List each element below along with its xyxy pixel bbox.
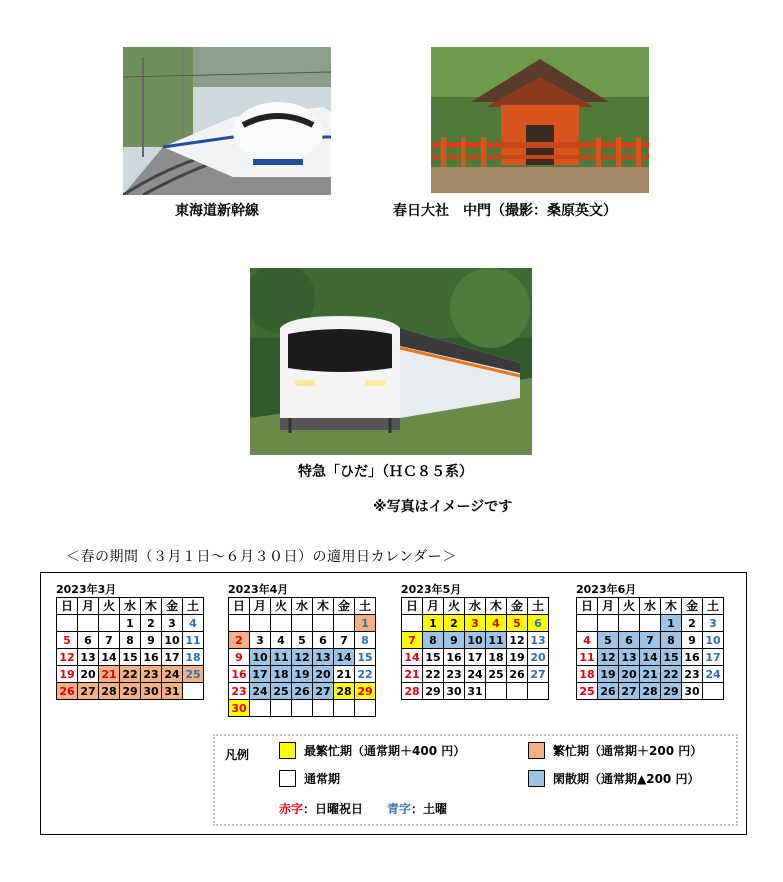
calendar-day: 17 <box>250 666 271 683</box>
calendar-day: 2 <box>141 615 162 632</box>
calendar-day: 22 <box>355 666 376 683</box>
calendar-week-row <box>57 666 204 683</box>
weekday-header: 木 <box>486 598 507 615</box>
legend-normal <box>279 770 340 787</box>
calendar-day: 8 <box>661 632 682 649</box>
month-calendar <box>576 583 724 700</box>
image-note: ※写真はイメージです <box>373 499 513 515</box>
calendar-day: 4 <box>486 615 507 632</box>
calendar-day: 6 <box>78 632 99 649</box>
calendar-day: 5 <box>57 632 78 649</box>
calendar-day: 15 <box>120 649 141 666</box>
calendar-day: 3 <box>162 615 183 632</box>
normal-swatch <box>279 770 296 787</box>
month-calendar <box>228 583 376 717</box>
calendar-day: 3 <box>250 632 271 649</box>
calendar-section-title: ＜春の期間（３月１日～６月３０日）の適用日カレンダー＞ <box>66 549 457 565</box>
calendar-day: 18 <box>486 649 507 666</box>
calendar-day: 12 <box>292 649 313 666</box>
calendar-day: 5 <box>507 615 528 632</box>
calendar-day: 19 <box>57 666 78 683</box>
calendar-day <box>619 615 640 632</box>
calendar-day <box>292 700 313 717</box>
weekday-header: 土 <box>355 598 376 615</box>
weekday-header: 金 <box>507 598 528 615</box>
calendar-day: 4 <box>577 632 598 649</box>
calendar-day: 3 <box>465 615 486 632</box>
calendar-day: 25 <box>183 666 204 683</box>
calendar-table <box>228 597 376 717</box>
calendar-week-row <box>57 649 204 666</box>
peak-swatch <box>279 742 296 759</box>
calendar-day: 29 <box>423 683 444 700</box>
weekday-header: 水 <box>465 598 486 615</box>
calendar-day: 28 <box>402 683 423 700</box>
weekday-header: 日 <box>577 598 598 615</box>
calendar-day: 14 <box>99 649 120 666</box>
shinkansen-caption: 東海道新幹線 <box>175 203 259 219</box>
calendar-day <box>183 683 204 700</box>
month-title: 2023年6月 <box>576 583 637 596</box>
legend-title: 凡例 <box>225 748 250 762</box>
calendar-day <box>577 615 598 632</box>
calendar-day: 21 <box>334 666 355 683</box>
hida-train-photo <box>250 268 532 455</box>
weekday-header: 木 <box>661 598 682 615</box>
calendar-day: 16 <box>444 649 465 666</box>
calendar-week-row <box>57 683 204 700</box>
calendar-day: 25 <box>271 683 292 700</box>
calendar-day: 4 <box>183 615 204 632</box>
calendar-day: 17 <box>465 649 486 666</box>
calendar-day: 13 <box>619 649 640 666</box>
weekday-header: 金 <box>334 598 355 615</box>
calendar-day: 16 <box>229 666 250 683</box>
calendar-week-row <box>577 632 724 649</box>
calendar-day: 16 <box>682 649 703 666</box>
calendar-week-row <box>577 683 724 700</box>
calendar-day: 2 <box>444 615 465 632</box>
calendar-day: 2 <box>229 632 250 649</box>
weekday-header: 土 <box>183 598 204 615</box>
weekday-header: 木 <box>141 598 162 615</box>
calendar-week-row <box>57 632 204 649</box>
calendar-day: 18 <box>271 666 292 683</box>
legend-text-colors <box>279 800 447 817</box>
hida-caption: 特急「ひだ」（ＨＣ８５系） <box>298 464 473 480</box>
calendar-day <box>250 615 271 632</box>
calendar-day: 24 <box>703 666 724 683</box>
calendar-day: 1 <box>423 615 444 632</box>
calendar-day: 25 <box>486 666 507 683</box>
calendar-day <box>78 615 99 632</box>
calendar-day: 19 <box>292 666 313 683</box>
weekday-header: 金 <box>162 598 183 615</box>
calendar-day: 30 <box>444 683 465 700</box>
calendar-day: 6 <box>619 632 640 649</box>
calendar-day: 7 <box>402 632 423 649</box>
calendar-day: 11 <box>577 649 598 666</box>
calendar-day: 2 <box>682 615 703 632</box>
weekday-header: 木 <box>313 598 334 615</box>
calendar-day: 14 <box>334 649 355 666</box>
calendar-day: 17 <box>703 649 724 666</box>
month-title: 2023年4月 <box>228 583 289 596</box>
calendar-day: 16 <box>141 649 162 666</box>
calendar-day: 15 <box>355 649 376 666</box>
shrine-photo <box>431 47 649 193</box>
calendar-day: 30 <box>682 683 703 700</box>
calendar-day: 12 <box>507 632 528 649</box>
calendar-day: 14 <box>640 649 661 666</box>
calendar-day: 8 <box>355 632 376 649</box>
calendar-day <box>313 615 334 632</box>
calendar-day: 20 <box>528 649 549 666</box>
calendar-day: 8 <box>120 632 141 649</box>
calendar-day: 13 <box>313 649 334 666</box>
weekday-header: 月 <box>250 598 271 615</box>
month-calendar <box>401 583 549 700</box>
busy-swatch <box>528 742 545 759</box>
calendar-table <box>576 597 724 700</box>
calendar-day: 26 <box>598 683 619 700</box>
calendar-day: 21 <box>99 666 120 683</box>
calendar-day: 18 <box>183 649 204 666</box>
calendar-day: 13 <box>528 632 549 649</box>
calendar-day: 9 <box>444 632 465 649</box>
weekday-header: 月 <box>598 598 619 615</box>
calendar-day: 5 <box>598 632 619 649</box>
weekday-header: 火 <box>271 598 292 615</box>
calendar-day: 28 <box>99 683 120 700</box>
calendar-day: 15 <box>423 649 444 666</box>
calendar-day: 26 <box>292 683 313 700</box>
calendar-day: 20 <box>78 666 99 683</box>
calendar-day: 22 <box>423 666 444 683</box>
calendar-day: 10 <box>162 632 183 649</box>
calendar-day: 30 <box>229 700 250 717</box>
month-title: 2023年3月 <box>56 583 117 596</box>
calendar-week-row <box>577 666 724 683</box>
calendar-day <box>99 615 120 632</box>
calendar-week-row <box>229 683 376 700</box>
calendar-table <box>56 597 204 700</box>
weekday-header: 月 <box>78 598 99 615</box>
calendar-day: 25 <box>577 683 598 700</box>
legend-box <box>213 734 738 826</box>
calendar-day: 24 <box>250 683 271 700</box>
calendar-day: 9 <box>141 632 162 649</box>
legend-off-label: 閑散期（通常期▲200 円） <box>553 772 700 786</box>
calendar-day <box>229 615 250 632</box>
calendar-day: 11 <box>271 649 292 666</box>
calendar-day: 19 <box>598 666 619 683</box>
calendar-day: 11 <box>183 632 204 649</box>
calendar-day <box>271 615 292 632</box>
calendar-day <box>57 615 78 632</box>
calendar-day: 7 <box>334 632 355 649</box>
calendar-week-row <box>229 666 376 683</box>
calendar-day: 23 <box>229 683 250 700</box>
calendar-day: 26 <box>507 666 528 683</box>
shrine-caption: 春日大社 中門（撮影：桑原英文） <box>393 203 617 219</box>
calendar-day: 26 <box>57 683 78 700</box>
calendar-week-row <box>57 615 204 632</box>
calendar-day: 15 <box>661 649 682 666</box>
calendar-day <box>334 700 355 717</box>
calendar-day: 31 <box>465 683 486 700</box>
month-title: 2023年5月 <box>401 583 462 596</box>
calendar-day <box>528 683 549 700</box>
calendar-day <box>355 700 376 717</box>
calendar-day: 5 <box>292 632 313 649</box>
calendar-day: 1 <box>355 615 376 632</box>
calendar-day: 24 <box>162 666 183 683</box>
calendar-day <box>507 683 528 700</box>
calendar-week-row <box>402 649 549 666</box>
month-calendar <box>56 583 204 700</box>
calendar-day: 21 <box>402 666 423 683</box>
calendar-day: 8 <box>423 632 444 649</box>
calendar-week-row <box>577 615 724 632</box>
calendar-day: 20 <box>619 666 640 683</box>
calendar-day: 20 <box>313 666 334 683</box>
calendar-week-row <box>229 632 376 649</box>
calendar-day: 27 <box>619 683 640 700</box>
calendar-week-row <box>402 683 549 700</box>
calendar-day: 22 <box>120 666 141 683</box>
calendar-day: 27 <box>528 666 549 683</box>
calendar-day: 9 <box>229 649 250 666</box>
calendar-day <box>402 615 423 632</box>
calendar-day: 12 <box>57 649 78 666</box>
shinkansen-photo <box>123 47 331 195</box>
calendar-day: 6 <box>528 615 549 632</box>
legend-peak <box>279 742 465 759</box>
weekday-header: 日 <box>402 598 423 615</box>
calendar-day: 24 <box>465 666 486 683</box>
calendar-day: 23 <box>444 666 465 683</box>
calendar-table <box>401 597 549 700</box>
calendar-day: 7 <box>640 632 661 649</box>
calendar-day: 18 <box>577 666 598 683</box>
blue-text-desc: ：土曜 <box>411 802 448 816</box>
calendar-day: 27 <box>313 683 334 700</box>
calendar-day: 23 <box>682 666 703 683</box>
weekday-header: 水 <box>120 598 141 615</box>
weekday-header: 水 <box>292 598 313 615</box>
calendar-day: 28 <box>334 683 355 700</box>
legend-busy-label: 繁忙期（通常期＋200 円） <box>553 744 703 758</box>
calendar-day: 10 <box>465 632 486 649</box>
calendar-week-row <box>577 649 724 666</box>
calendar-day: 31 <box>162 683 183 700</box>
calendar-day: 13 <box>78 649 99 666</box>
calendar-day: 28 <box>640 683 661 700</box>
weekday-header: 日 <box>57 598 78 615</box>
calendar-day: 10 <box>703 632 724 649</box>
weekday-header: 火 <box>99 598 120 615</box>
calendar-day: 29 <box>355 683 376 700</box>
red-text-desc: ：日曜祝日 <box>303 802 364 816</box>
weekday-header: 火 <box>619 598 640 615</box>
legend-normal-label: 通常期 <box>304 772 341 786</box>
calendar-day: 4 <box>271 632 292 649</box>
calendar-day: 29 <box>120 683 141 700</box>
blue-text-label: 青字 <box>387 802 412 816</box>
legend-peak-label: 最繁忙期（通常期＋400 円） <box>304 744 466 758</box>
calendar-day: 12 <box>598 649 619 666</box>
legend-busy <box>528 742 702 759</box>
weekday-header: 月 <box>423 598 444 615</box>
calendar-week-row <box>402 615 549 632</box>
weekday-header: 火 <box>444 598 465 615</box>
calendar-day: 22 <box>661 666 682 683</box>
weekday-header: 日 <box>229 598 250 615</box>
calendar-day: 19 <box>507 649 528 666</box>
calendar-day: 7 <box>99 632 120 649</box>
calendar-day <box>271 700 292 717</box>
calendar-day: 3 <box>703 615 724 632</box>
calendar-day: 10 <box>250 649 271 666</box>
calendar-day: 1 <box>120 615 141 632</box>
calendar-day: 29 <box>661 683 682 700</box>
calendar-week-row <box>229 649 376 666</box>
calendar-week-row <box>402 666 549 683</box>
weekday-header: 土 <box>528 598 549 615</box>
calendar-week-row <box>229 700 376 717</box>
red-text-label: 赤字 <box>279 802 304 816</box>
calendar-day <box>640 615 661 632</box>
calendar-day: 1 <box>661 615 682 632</box>
calendar-day: 9 <box>682 632 703 649</box>
weekday-header: 土 <box>703 598 724 615</box>
calendar-day <box>313 700 334 717</box>
calendar-week-row <box>402 632 549 649</box>
calendar-day <box>486 683 507 700</box>
off-swatch <box>528 770 545 787</box>
calendar-day: 21 <box>640 666 661 683</box>
calendar-day: 30 <box>141 683 162 700</box>
calendar-day: 11 <box>486 632 507 649</box>
weekday-header: 金 <box>682 598 703 615</box>
weekday-header: 水 <box>640 598 661 615</box>
calendar-day <box>292 615 313 632</box>
calendar-day: 23 <box>141 666 162 683</box>
calendar-day <box>334 615 355 632</box>
calendar-day <box>703 683 724 700</box>
calendar-week-row <box>229 615 376 632</box>
legend-off <box>528 770 699 787</box>
calendar-day <box>250 700 271 717</box>
calendar-day: 27 <box>78 683 99 700</box>
calendar-day: 17 <box>162 649 183 666</box>
calendar-day <box>598 615 619 632</box>
calendar-day: 6 <box>313 632 334 649</box>
calendar-day: 14 <box>402 649 423 666</box>
